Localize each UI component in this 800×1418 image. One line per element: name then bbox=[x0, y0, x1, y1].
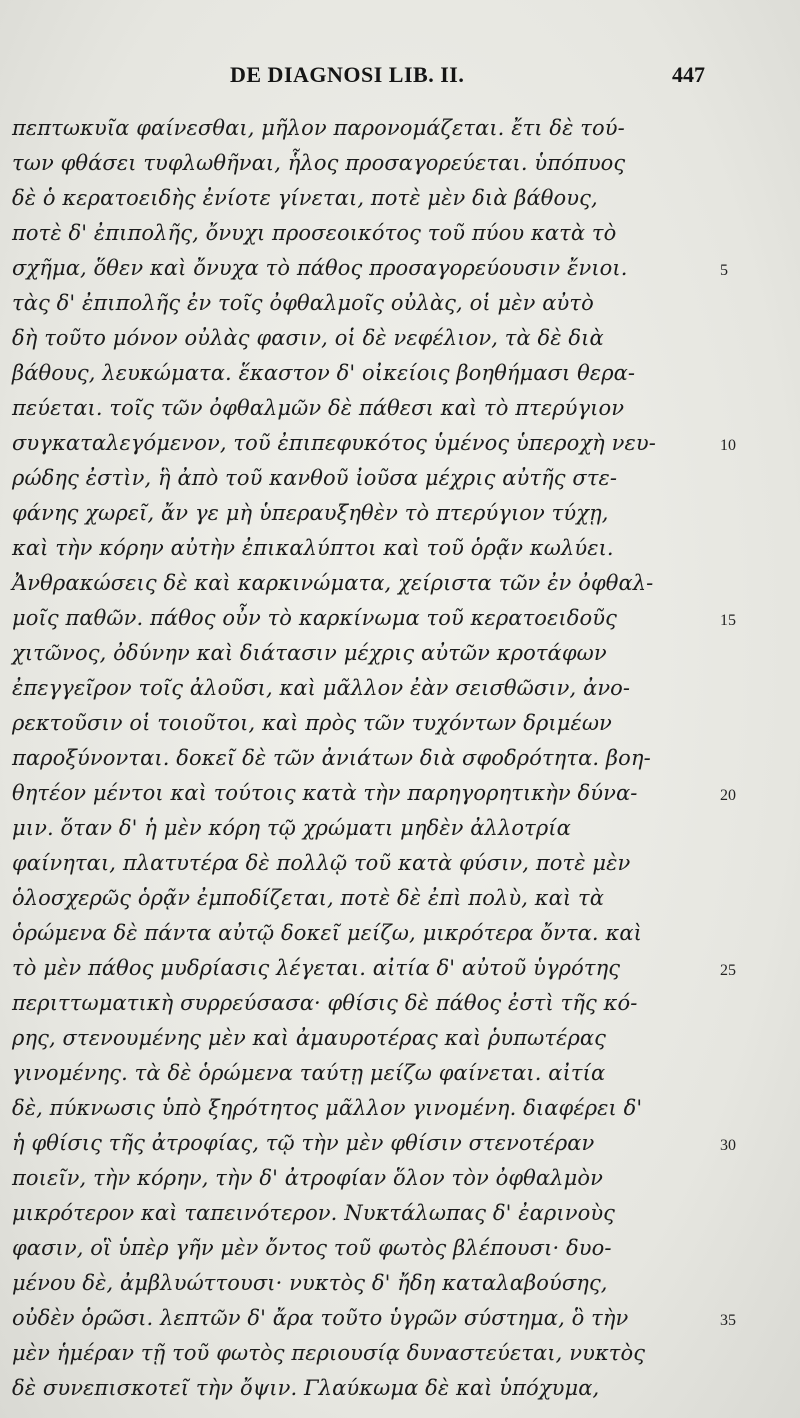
text-line: μοῖς παθῶν. πάθος οὖν τὸ καρκίνωμα τοῦ κερατοειδοῦς bbox=[12, 606, 617, 630]
text-line: ρεκτοῦσιν οἱ τοιοῦτοι, καὶ πρὸς τῶν τυχόντων δριμέων bbox=[12, 711, 612, 735]
line-number: 25 bbox=[720, 962, 736, 979]
text-line: τὸ μὲν πάθος μυδρίασις λέγεται. αἰτία δ' αὐτοῦ ὑγρότης bbox=[12, 956, 621, 980]
text-line: μικρότερον καὶ ταπεινότερον. Νυκτάλωπας δ' ἐαρινοὺς bbox=[12, 1201, 616, 1225]
text-line: των φθάσει τυφλωθῆναι, ἧλος προσαγορεύεται. ὑπόπυος bbox=[12, 151, 626, 175]
text-line: ρώδης ἐστὶν, ἣ ἀπὸ τοῦ κανθοῦ ἰοῦσα μέχρις αὐτῆς στε- bbox=[12, 466, 618, 490]
text-line: τὰς δ' ἐπιπολῆς ἐν τοῖς ὀφθαλμοῖς οὐλὰς, οἱ μὲν αὐτὸ bbox=[12, 291, 594, 315]
text-line: πεπτωκυῖα φαίνεσθαι, μῆλον παρονομάζεται. ἔτι δὲ τού- bbox=[12, 116, 625, 140]
page-header bbox=[0, 62, 800, 92]
text-line: ὁλοσχερῶς ὁρᾷν ἐμποδίζεται, ποτὲ δὲ ἐπὶ πολὺ, καὶ τὰ bbox=[12, 886, 605, 910]
text-line: φάνης χωρεῖ, ἄν γε μὴ ὑπεραυξηθὲν τὸ πτερύγιον τύχῃ, bbox=[12, 501, 609, 525]
text-line: φαίνηται, πλατυτέρα δὲ πολλῷ τοῦ κατὰ φύσιν, ποτὲ μὲν bbox=[12, 851, 631, 875]
text-line: βάθους, λευκώματα. ἕκαστον δ' οἰκείοις βοηθήμασι θερα- bbox=[12, 361, 636, 385]
text-line: παροξύνονται. δοκεῖ δὲ τῶν ἀνιάτων διὰ σφοδρότητα. βοη- bbox=[12, 746, 651, 770]
line-number: 30 bbox=[720, 1137, 736, 1154]
text-line: θητέον μέντοι καὶ τούτοις κατὰ τὴν παρηγορητικὴν δύνα- bbox=[12, 781, 638, 805]
text-line: ρης, στενουμένης μὲν καὶ ἀμαυροτέρας καὶ ῥυπωτέρας bbox=[12, 1026, 607, 1050]
line-number: 15 bbox=[720, 612, 736, 629]
running-title: DE DIAGNOSI LIB. II. bbox=[230, 62, 465, 87]
text-line: χιτῶνος, ὀδύνην καὶ διάτασιν μέχρις αὐτῶν κροτάφων bbox=[12, 641, 607, 665]
text-line: ἐπεγγεῖρον τοῖς ἀλοῦσι, καὶ μᾶλλον ἐὰν σεισθῶσιν, ἀνο- bbox=[12, 676, 631, 700]
text-line: μένου δὲ, ἀμβλυώττουσι· νυκτὸς δ' ἤδη καταλαβούσης, bbox=[12, 1271, 608, 1295]
text-line: Ἀνθρακώσεις δὲ καὶ καρκινώματα, χείριστα τῶν ἐν ὀφθαλ- bbox=[12, 571, 654, 595]
text-line: ποιεῖν, τὴν κόρην, τὴν δ' ἀτροφίαν ὅλον τὸν ὀφθαλμὸν bbox=[12, 1166, 603, 1190]
line-number: 20 bbox=[720, 787, 736, 804]
line-number: 5 bbox=[720, 262, 728, 279]
line-number: 35 bbox=[720, 1312, 736, 1329]
page-number: 447 bbox=[672, 62, 705, 87]
line-number: 10 bbox=[720, 437, 736, 454]
text-line: δὲ συνεπισκοτεῖ τὴν ὄψιν. Γλαύκωμα δὲ καὶ ὑπόχυμα, bbox=[12, 1376, 600, 1400]
text-line: ἡ φθίσις τῆς ἀτροφίας, τῷ τὴν μὲν φθίσιν στενοτέραν bbox=[12, 1131, 595, 1155]
text-line: ὁρώμενα δὲ πάντα αὐτῷ δοκεῖ μείζω, μικρότερα ὄντα. καὶ bbox=[12, 921, 642, 945]
text-line: σχῆμα, ὅθεν καὶ ὄνυχα τὸ πάθος προσαγορεύουσιν ἔνιοι. bbox=[12, 256, 628, 280]
text-line: μιν. ὅταν δ' ἡ μὲν κόρη τῷ χρώματι μηδὲν ἀλλοτρία bbox=[12, 816, 571, 840]
text-line: συγκαταλεγόμενον, τοῦ ἐπιπεφυκότος ὑμένος ὑπεροχὴ νευ- bbox=[12, 431, 656, 455]
text-line: γινομένης. τὰ δὲ ὁρώμενα ταύτῃ μείζω φαίνεται. αἰτία bbox=[12, 1061, 606, 1085]
text-line: πεύεται. τοῖς τῶν ὀφθαλμῶν δὲ πάθεσι καὶ τὸ πτερύγιον bbox=[12, 396, 625, 420]
text-line: δὲ, πύκνωσις ὑπὸ ξηρότητος μᾶλλον γινομένη. διαφέρει δ' bbox=[12, 1096, 643, 1120]
text-line: μὲν ἡμέραν τῇ τοῦ φωτὸς περιουσίᾳ δυναστεύεται, νυκτὸς bbox=[12, 1341, 646, 1365]
text-line: οὐδὲν ὁρῶσι. λεπτῶν δ' ἄρα τοῦτο ὑγρῶν σύστημα, ὃ τὴν bbox=[12, 1306, 629, 1330]
text-line: δὲ ὁ κερατοειδὴς ἐνίοτε γίνεται, ποτὲ μὲν διὰ βάθους, bbox=[12, 186, 598, 210]
text-line: δὴ τοῦτο μόνον οὐλὰς φασιν, οἱ δὲ νεφέλιον, τὰ δὲ διὰ bbox=[12, 326, 604, 350]
text-line: περιττωματικὴ συρρεύσασα· φθίσις δὲ πάθος ἐστὶ τῆς κό- bbox=[12, 991, 638, 1015]
text-line: φασιν, οἳ ὑπὲρ γῆν μὲν ὄντος τοῦ φωτὸς βλέπουσι· δυο- bbox=[12, 1236, 612, 1260]
text-line: ποτὲ δ' ἐπιπολῆς, ὄνυχι προσεοικότος τοῦ πύου κατὰ τὸ bbox=[12, 221, 617, 245]
text-line: καὶ τὴν κόρην αὐτὴν ἐπικαλύπτοι καὶ τοῦ ὁρᾷν κωλύει. bbox=[12, 536, 614, 560]
